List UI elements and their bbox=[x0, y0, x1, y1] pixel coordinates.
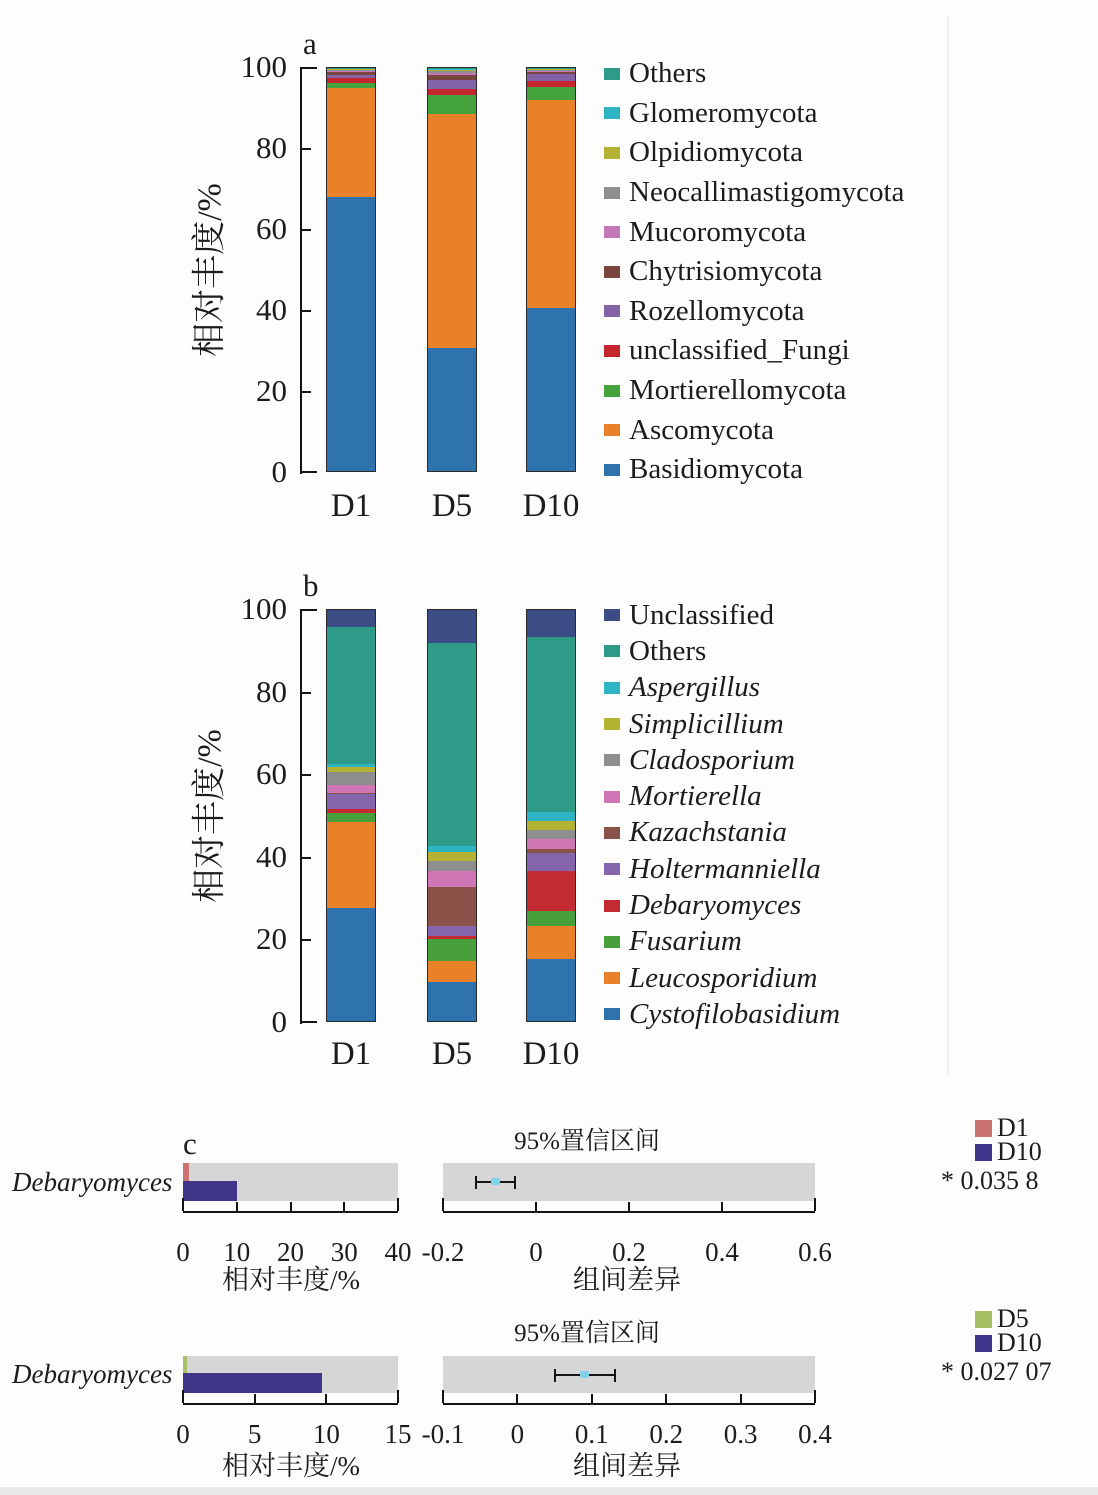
legend-item bbox=[604, 815, 840, 851]
abundance-bar-D5 bbox=[183, 1356, 187, 1373]
x-category-label: D5 bbox=[431, 1036, 473, 1072]
y-tick-mark bbox=[300, 609, 317, 611]
bar-segment-Fusarium bbox=[428, 939, 476, 961]
x-tick-label: 0.2 bbox=[649, 1419, 684, 1449]
bar-segment-Aspergillus bbox=[527, 812, 575, 820]
bar-segment-Simplicillium bbox=[527, 821, 575, 831]
x-axis bbox=[443, 1403, 815, 1405]
legend-label: D1 bbox=[997, 1113, 1029, 1142]
x-category-label: D5 bbox=[431, 488, 473, 524]
legend-swatch bbox=[604, 900, 620, 912]
legend-item bbox=[604, 924, 840, 960]
legend-item bbox=[604, 450, 904, 490]
x-axis bbox=[183, 1211, 398, 1213]
x-tick-label: 0.6 bbox=[798, 1237, 832, 1267]
legend-swatch bbox=[975, 1311, 992, 1328]
legend-item bbox=[604, 996, 840, 1032]
bar-segment-Cladosporium bbox=[527, 830, 575, 838]
legend-swatch bbox=[604, 68, 620, 80]
bar-segment-Holtermanniella bbox=[428, 926, 476, 937]
x-tick-mark bbox=[325, 1394, 327, 1403]
bar-segment-Kazachstania bbox=[428, 887, 476, 925]
legend-swatch bbox=[604, 827, 620, 839]
error-bar-cap bbox=[614, 1369, 616, 1382]
bar-segment-Others bbox=[527, 637, 575, 812]
legend-swatch bbox=[604, 226, 620, 238]
legend-swatch bbox=[604, 464, 620, 476]
legend-swatch bbox=[604, 791, 620, 803]
x-tick-label: 10 bbox=[312, 1419, 340, 1449]
x-axis bbox=[183, 1403, 398, 1405]
legend-swatch bbox=[604, 863, 620, 875]
legend-label: Holtermanniella bbox=[629, 852, 821, 885]
x-tick-mark bbox=[740, 1394, 742, 1403]
page-shading-divider bbox=[947, 15, 949, 1075]
legend-item bbox=[604, 670, 840, 706]
bar-segment-Basidiomycota bbox=[327, 197, 375, 471]
legend-label: Mortierellomycota bbox=[629, 374, 847, 407]
x-tick-mark bbox=[628, 1202, 630, 1211]
x-tick-mark bbox=[665, 1394, 667, 1403]
bar-segment-Holtermanniella bbox=[527, 853, 575, 871]
x-tick-mark bbox=[721, 1202, 723, 1211]
legend-label: Others bbox=[629, 634, 707, 667]
legend-swatch bbox=[604, 609, 620, 621]
x-tick-label: 0.4 bbox=[798, 1419, 832, 1449]
legend bbox=[604, 597, 840, 1033]
bar-segment-Leucosporidium bbox=[327, 822, 375, 908]
p-value-label: * 0.027 07 bbox=[941, 1357, 1052, 1386]
error-bar-cap bbox=[514, 1176, 516, 1189]
x-tick-label: 20 bbox=[277, 1237, 304, 1267]
legend-label: Basidiomycota bbox=[629, 453, 803, 486]
legend-label: Glomeromycota bbox=[629, 96, 818, 129]
legend-swatch bbox=[975, 1335, 992, 1352]
x-tick-mark bbox=[397, 1390, 399, 1403]
legend-item bbox=[975, 1330, 1042, 1356]
y-tick-label: 20 bbox=[256, 373, 287, 408]
bar-segment-Ascomycota bbox=[527, 100, 575, 308]
bar-segment-Unclassified bbox=[428, 610, 476, 643]
legend-item bbox=[604, 133, 904, 173]
x-tick-label: 0.3 bbox=[723, 1419, 758, 1449]
legend-swatch bbox=[604, 266, 620, 278]
legend-swatch bbox=[604, 682, 620, 694]
legend-label: D10 bbox=[997, 1137, 1042, 1166]
bar-segment-Mortierella bbox=[428, 871, 476, 887]
legend-swatch bbox=[604, 424, 620, 436]
bar-segment-Leucosporidium bbox=[428, 961, 476, 982]
legend-item bbox=[604, 173, 904, 213]
legend-swatch bbox=[975, 1120, 992, 1137]
ci-mean-marker bbox=[491, 1178, 500, 1185]
legend-item bbox=[604, 371, 904, 411]
legend-label: Fusarium bbox=[629, 925, 742, 958]
bar-segment-Fusarium bbox=[527, 911, 575, 926]
x-tick-mark bbox=[182, 1198, 184, 1211]
bar-segment-Mortierella bbox=[327, 785, 375, 793]
legend-label: Cladosporium bbox=[629, 743, 795, 776]
bar-segment-Rozellomycota bbox=[428, 80, 476, 89]
legend-swatch bbox=[604, 718, 620, 730]
legend-label: unclassified_Fungi bbox=[629, 334, 850, 367]
p-value-label: * 0.035 8 bbox=[941, 1166, 1039, 1195]
x-tick-label: 40 bbox=[384, 1237, 412, 1267]
legend-label: Leucosporidium bbox=[629, 961, 818, 994]
y-tick-label: 0 bbox=[271, 1004, 287, 1039]
legend-swatch bbox=[604, 1008, 620, 1020]
y-tick-label: 100 bbox=[240, 49, 287, 84]
x-tick-label: -0.2 bbox=[421, 1237, 465, 1267]
legend-item bbox=[604, 54, 904, 94]
x-tick-label: 0 bbox=[176, 1419, 190, 1449]
legend-swatch bbox=[604, 936, 620, 948]
legend-label: Mortierella bbox=[629, 780, 762, 813]
legend-item bbox=[604, 851, 840, 887]
x-tick-label: 0 bbox=[529, 1237, 543, 1267]
legend-label: D5 bbox=[997, 1304, 1029, 1333]
bar-segment-Basidiomycota bbox=[527, 308, 575, 471]
x-tick-mark bbox=[254, 1394, 256, 1403]
stacked-bar-D1 bbox=[326, 609, 376, 1022]
x-tick-label: 10 bbox=[223, 1237, 251, 1267]
x-tick-mark bbox=[182, 1390, 184, 1403]
y-tick-mark bbox=[300, 692, 311, 694]
legend-label: Simplicillium bbox=[629, 707, 784, 740]
legend-label: Unclassified bbox=[629, 598, 774, 631]
difference-axis-label: 组间差异 bbox=[573, 1265, 681, 1295]
stacked-bar-D1 bbox=[326, 67, 376, 472]
x-category-label: D10 bbox=[522, 488, 580, 524]
bar-segment-Simplicillium bbox=[428, 852, 476, 861]
panel-a-letter: a bbox=[303, 26, 317, 61]
x-tick-mark bbox=[516, 1394, 518, 1403]
y-tick-label: 60 bbox=[256, 211, 287, 246]
legend-label: Others bbox=[629, 57, 707, 90]
legend-swatch bbox=[604, 107, 620, 119]
legend-item bbox=[604, 410, 904, 450]
x-category-label: D1 bbox=[330, 1036, 372, 1072]
y-tick-label: 80 bbox=[256, 673, 287, 709]
y-tick-mark bbox=[300, 148, 311, 150]
legend-item bbox=[975, 1139, 1042, 1165]
x-tick-mark bbox=[814, 1390, 816, 1403]
y-tick-mark bbox=[300, 774, 311, 776]
x-tick-mark bbox=[290, 1202, 292, 1211]
legend-swatch bbox=[604, 645, 620, 657]
x-tick-label: 0 bbox=[176, 1237, 190, 1267]
abundance-bar-D10 bbox=[183, 1181, 237, 1201]
ci-title: 95%置信区间 bbox=[514, 1320, 660, 1347]
abundance-bar-D1 bbox=[183, 1163, 189, 1181]
legend-label: Olpidiomycota bbox=[629, 136, 803, 169]
y-tick-mark bbox=[300, 1021, 317, 1023]
x-tick-mark bbox=[236, 1202, 238, 1211]
bar-segment-Ascomycota bbox=[327, 88, 375, 197]
stacked-bar-D5 bbox=[427, 67, 477, 472]
x-tick-mark bbox=[814, 1198, 816, 1211]
legend-swatch bbox=[604, 385, 620, 397]
page-shading-bottom bbox=[0, 1487, 1098, 1495]
abundance-axis-label: 相对丰度/% bbox=[222, 1265, 360, 1295]
y-tick-label: 0 bbox=[271, 454, 287, 489]
error-bar-cap bbox=[554, 1369, 556, 1382]
taxon-label: Debaryomyces bbox=[12, 1359, 173, 1389]
taxon-label: Debaryomyces bbox=[12, 1167, 173, 1197]
y-tick-label: 80 bbox=[256, 130, 287, 165]
legend-item bbox=[604, 331, 904, 371]
legend-label: Kazachstania bbox=[629, 816, 787, 849]
x-tick-label: 0.1 bbox=[574, 1419, 609, 1449]
y-axis bbox=[300, 67, 302, 474]
error-bar-cap bbox=[475, 1176, 477, 1189]
legend-label: Rozellomycota bbox=[629, 294, 805, 327]
bar-segment-Unclassified bbox=[527, 610, 575, 637]
bar-segment-Cladosporium bbox=[428, 861, 476, 871]
legend-item bbox=[604, 292, 904, 332]
abundance-axis-label: 相对丰度/% bbox=[222, 1451, 360, 1481]
legend-swatch bbox=[604, 147, 620, 159]
x-category-label: D1 bbox=[330, 488, 372, 524]
ci-track bbox=[443, 1356, 815, 1393]
legend-label: D10 bbox=[997, 1328, 1042, 1357]
bar-segment-Mortierellomycota bbox=[527, 87, 575, 100]
y-axis bbox=[300, 609, 302, 1024]
y-tick-label: 100 bbox=[240, 591, 287, 626]
legend-label: Chytrisiomycota bbox=[629, 255, 823, 288]
legend-swatch bbox=[604, 345, 620, 357]
x-tick-label: 0.4 bbox=[705, 1237, 739, 1267]
legend-swatch bbox=[604, 305, 620, 317]
stacked-bar-D5 bbox=[427, 609, 477, 1022]
panel-c-letter: c bbox=[183, 1126, 197, 1161]
ci-mean-marker bbox=[580, 1371, 589, 1378]
bar-segment-Cladosporium bbox=[327, 772, 375, 784]
legend-label: Aspergillus bbox=[629, 671, 761, 704]
legend-item bbox=[604, 212, 904, 252]
panel-a-ylabel: 相对丰度/% bbox=[191, 183, 229, 357]
legend-label: Cystofilobasidium bbox=[629, 997, 841, 1030]
legend-item bbox=[604, 778, 840, 814]
legend-label: Neocallimastigomycota bbox=[629, 176, 905, 209]
y-tick-label: 40 bbox=[256, 292, 287, 327]
y-tick-mark bbox=[300, 229, 311, 231]
x-tick-label: 15 bbox=[384, 1419, 412, 1449]
x-tick-mark bbox=[442, 1390, 444, 1403]
legend-label: Debaryomyces bbox=[629, 889, 802, 922]
legend-item bbox=[604, 960, 840, 996]
legend-swatch bbox=[604, 187, 620, 199]
bar-segment-Fusarium bbox=[327, 813, 375, 821]
bar-segment-Mortierellomycota bbox=[428, 95, 476, 114]
y-tick-mark bbox=[300, 939, 311, 941]
stacked-bar-D10 bbox=[526, 609, 576, 1022]
legend-item bbox=[604, 887, 840, 923]
x-category-label: D10 bbox=[522, 1036, 580, 1072]
y-tick-mark bbox=[300, 471, 317, 473]
legend-swatch bbox=[604, 972, 620, 984]
legend-swatch bbox=[975, 1144, 992, 1161]
x-tick-label: -0.1 bbox=[421, 1419, 465, 1449]
difference-axis-label: 组间差异 bbox=[573, 1451, 681, 1481]
bar-segment-Debaryomyces bbox=[527, 871, 575, 911]
y-tick-mark bbox=[300, 67, 317, 69]
y-tick-mark bbox=[300, 391, 311, 393]
panel-b-ylabel: 相对丰度/% bbox=[191, 729, 229, 903]
y-tick-mark bbox=[300, 857, 311, 859]
stacked-bar-D10 bbox=[526, 67, 576, 472]
bar-segment-Others bbox=[428, 643, 476, 846]
y-tick-label: 40 bbox=[256, 838, 287, 874]
x-tick-mark bbox=[442, 1198, 444, 1211]
bar-segment-Unclassified bbox=[327, 610, 375, 626]
bar-segment-Cystofilobasidium bbox=[428, 982, 476, 1021]
abundance-bar-D10 bbox=[183, 1373, 322, 1393]
x-tick-mark bbox=[535, 1202, 537, 1211]
legend-label: Ascomycota bbox=[629, 413, 774, 446]
x-axis bbox=[443, 1211, 815, 1213]
legend-swatch bbox=[604, 754, 620, 766]
x-tick-label: 5 bbox=[247, 1419, 262, 1449]
bar-segment-Rozellomycota bbox=[527, 74, 575, 81]
y-tick-mark bbox=[300, 310, 311, 312]
x-tick-mark bbox=[343, 1202, 345, 1211]
bar-segment-Ascomycota bbox=[428, 114, 476, 348]
bar-segment-Holtermanniella bbox=[327, 794, 375, 808]
x-tick-mark bbox=[591, 1394, 593, 1403]
legend-item bbox=[604, 706, 840, 742]
legend-item bbox=[604, 597, 840, 633]
panel-b-letter: b bbox=[303, 568, 319, 603]
legend-item bbox=[604, 94, 904, 134]
legend-label: Mucoromycota bbox=[629, 215, 807, 248]
bar-segment-Mortierella bbox=[527, 839, 575, 850]
bar-segment-Cystofilobasidium bbox=[327, 908, 375, 1021]
legend bbox=[604, 54, 904, 490]
legend-item bbox=[604, 633, 840, 669]
x-tick-label: 30 bbox=[330, 1237, 358, 1267]
x-tick-label: 0 bbox=[510, 1419, 525, 1449]
legend-item bbox=[604, 252, 904, 292]
bar-segment-Leucosporidium bbox=[527, 926, 575, 960]
ci-title: 95%置信区间 bbox=[514, 1128, 660, 1155]
y-tick-label: 60 bbox=[256, 756, 287, 792]
x-tick-label: 0.2 bbox=[612, 1237, 646, 1267]
y-tick-label: 20 bbox=[256, 921, 287, 957]
bar-segment-Others bbox=[327, 627, 375, 764]
bar-segment-Cystofilobasidium bbox=[527, 959, 575, 1021]
bar-segment-Basidiomycota bbox=[428, 348, 476, 471]
x-tick-mark bbox=[397, 1198, 399, 1211]
legend-item bbox=[604, 742, 840, 778]
